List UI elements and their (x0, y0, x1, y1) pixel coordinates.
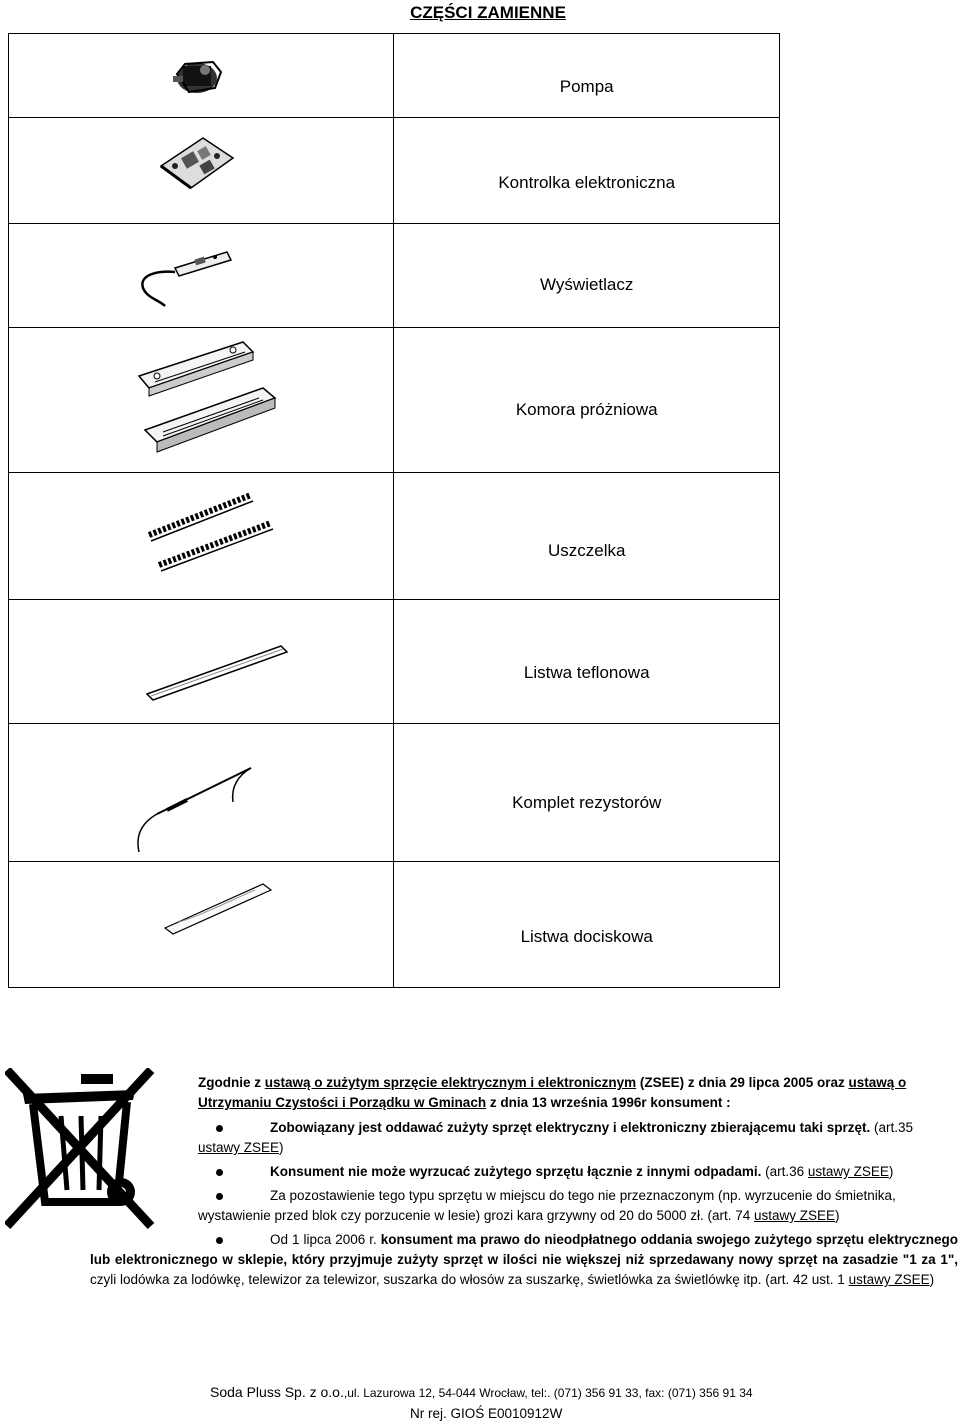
list-item-continuation: ustawy ZSEE) (198, 1140, 284, 1155)
part-name: Listwa dociskowa (520, 927, 653, 946)
list-item: Zobowiązany jest oddawać zużyty sprzęt elektryczny i elektroniczny zbierającemu taki sprzęt. (art.35 (90, 1118, 958, 1138)
part-name: Kontrolka elektroniczna (498, 173, 676, 192)
part-name-cell (394, 862, 780, 988)
law-link-zsee[interactable]: ustawy ZSEE (848, 1272, 930, 1287)
part-name-cell (394, 473, 780, 600)
part-image-cell (9, 34, 394, 118)
part-name-cell (394, 328, 780, 473)
pump-icon (169, 52, 229, 102)
pressure-strip-icon (159, 878, 279, 938)
part-name-cell (394, 724, 780, 862)
notice-intro: Zgodnie z ustawą o zużytym sprzęcie elektrycznym i elektronicznym (ZSEE) z dnia 29 lipca 2005 oraz ustawą o Utrzymaniu Czystości i Porządku w Gminach z dnia 13 września 1996r konsument : (198, 1075, 907, 1110)
part-name: Wyświetlacz (540, 275, 634, 294)
bullet-icon (216, 1237, 223, 1244)
law-link-zsee[interactable]: ustawą o zużytym sprzęcie elektrycznym i elektronicznym (264, 1075, 637, 1090)
part-image-cell (9, 600, 394, 724)
part-name: Komora próżniowa (515, 400, 658, 419)
table-row (9, 724, 780, 862)
list-item: Za pozostawienie tego typu sprzętu w miejscu do tego nie przeznaczonym (np. wyrzucenie do śmietnika, (90, 1186, 958, 1206)
part-name: Uszczelka (547, 541, 626, 560)
bullet-icon (216, 1193, 223, 1200)
list-item-continuation: wystawienie przed blok czy porzucenie w lesie) grozi kara grzywny od 20 do 5000 zł. (art. 74 ustawy ZSEE) (198, 1208, 840, 1223)
part-image-cell (9, 224, 394, 328)
display-icon (135, 246, 235, 310)
list-item: Od 1 lipca 2006 r. konsument ma prawo do nieodpłatnego oddania swojego zużytego sprzętu elektrycznego lub elektronicznego w sklepie, który przyjmuje zużyty sprzęt w ilości nie większej niż sprzedawany nowy sprzęt na zasadzie "1 za 1", czyli lodówka za lodówkę, telewizor za telewizor, suszarka do włosów za suszarkę, świetlówka za świetlówkę itp. (art. 42 ust. 1 ustawy ZSEE) (90, 1232, 959, 1287)
parts-table (8, 33, 780, 988)
table-row (9, 473, 780, 600)
law-link-zsee[interactable]: ustawy ZSEE (198, 1140, 280, 1155)
table-row (9, 600, 780, 724)
weee-notice (90, 1073, 958, 1290)
part-image-cell (9, 118, 394, 224)
table-row (9, 328, 780, 473)
table-row (9, 34, 780, 118)
part-name: Komplet rezystorów (512, 793, 662, 812)
part-name-cell (394, 118, 780, 224)
teflon-strip-icon (141, 638, 291, 708)
table-row (9, 862, 780, 988)
bullet-icon (216, 1169, 223, 1176)
part-image-cell (9, 862, 394, 988)
table-row (9, 224, 780, 328)
law-link-cleanliness[interactable]: ustawą o Utrzymaniu Czystości i Porządku w Gminach (198, 1075, 907, 1110)
part-name: Listwa teflonowa (523, 663, 650, 682)
bullet-icon (216, 1125, 223, 1132)
resistor-set-icon (127, 762, 267, 858)
footer-company: Soda Pluss Sp. z o.o.,ul. Lazurowa 12, 54-044 Wrocław, tel:. (071) 356 91 33, fax: (071) 356 91 34 (210, 1384, 753, 1400)
part-name: Pompa (559, 77, 614, 96)
part-name-cell (394, 600, 780, 724)
part-image-cell (9, 724, 394, 862)
part-image-cell (9, 473, 394, 600)
table-row (9, 118, 780, 224)
circuit-board-icon (157, 132, 237, 194)
part-name-cell (394, 224, 780, 328)
gasket-icon (141, 487, 281, 579)
list-item: Konsument nie może wyrzucać zużytego sprzętu łącznie z innymi odpadami. (art.36 ustawy ZSEE) (90, 1162, 958, 1182)
page-title: CZĘŚCI ZAMIENNE (410, 3, 566, 22)
law-link-zsee[interactable]: ustawy ZSEE (807, 1164, 889, 1179)
footer-registration: Nr rej. GIOŚ E0010912W (410, 1406, 563, 1421)
part-image-cell (9, 328, 394, 473)
law-link-zsee[interactable]: ustawy ZSEE (754, 1208, 836, 1223)
part-name-cell (394, 34, 780, 118)
vacuum-chamber-icon (133, 336, 283, 462)
